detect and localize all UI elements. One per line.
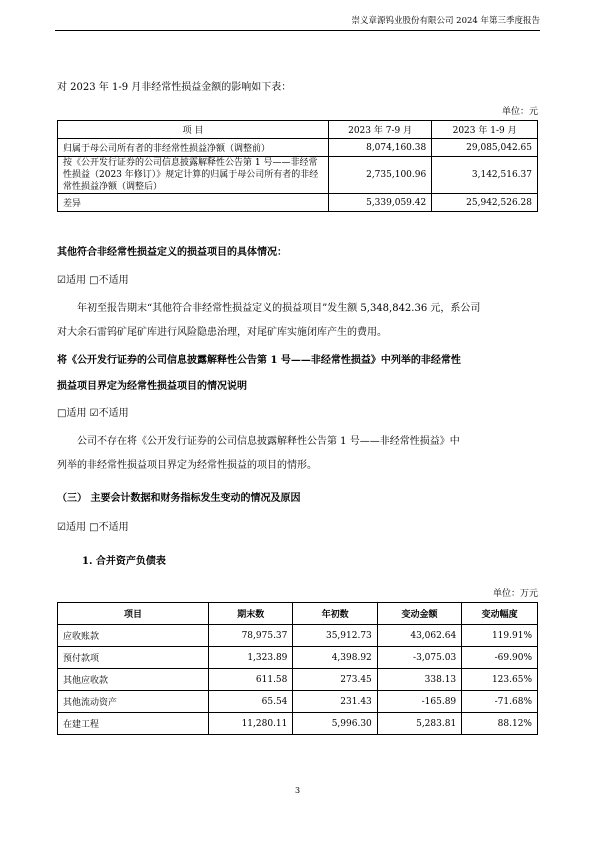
balance-sheet-title: 1. 合并资产负债表 — [82, 556, 166, 567]
row-change: -165.89 — [377, 691, 461, 713]
adjustment-table — [57, 120, 538, 212]
announce-applicable: □适用 ☑不适用 — [57, 408, 129, 419]
header-item: 项目 — [58, 603, 209, 625]
row-pct: 123.65% — [462, 669, 538, 691]
other-items-title: 其他符合非经常性损益定义的损益项目的具体情况： — [57, 247, 287, 258]
table-header-row — [58, 121, 538, 139]
table-header-row — [58, 603, 538, 625]
row-end: 78,975.37 — [209, 625, 293, 647]
row-pct: -69.90% — [462, 647, 538, 669]
row-label: 按《公开发行证券的公司信息披露解释性公告第 1 号——非经常性损益（2023 年修订）》规定计算的归属于母公司所有者的非经常性损益净额（调整后） — [58, 157, 329, 194]
page-number: 3 — [294, 786, 301, 795]
table-row — [58, 139, 538, 157]
row-ytd: 25,942,526.28 — [432, 194, 538, 212]
row-begin: 231.43 — [293, 691, 377, 713]
row-begin: 273.45 — [293, 669, 377, 691]
row-change: 5,283.81 — [377, 713, 461, 735]
unit-label-2: 单位：万元 — [492, 589, 538, 599]
header-begin: 年初数 — [293, 603, 377, 625]
header-change: 变动金额 — [377, 603, 461, 625]
table-row — [58, 157, 538, 194]
table-row — [58, 647, 538, 669]
section-three-applicable: ☑适用 □不适用 — [57, 522, 129, 533]
row-end: 611.58 — [209, 669, 293, 691]
table-row — [58, 691, 538, 713]
header-q3: 2023 年 7-9 月 — [329, 121, 432, 139]
row-q3: 8,074,160.38 — [329, 139, 432, 157]
row-label: 应收账款 — [58, 625, 209, 647]
announce-para-1: 公司不存在将《公开发行证券的公司信息披露解释性公告第 1 号——非经常性损益》中 — [77, 436, 460, 447]
other-items-applicable: ☑适用 □不适用 — [57, 275, 129, 286]
row-change: 338.13 — [377, 669, 461, 691]
row-ytd: 3,142,516.37 — [432, 157, 538, 194]
unit-label-1: 单位：元 — [501, 107, 538, 117]
header-ytd: 2023 年 1-9 月 — [432, 121, 538, 139]
row-label: 预付款项 — [58, 647, 209, 669]
row-label: 其他应收款 — [58, 669, 209, 691]
row-begin: 5,996.30 — [293, 713, 377, 735]
intro-text: 对 2023 年 1-9 月非经常性损益金额的影响如下表： — [57, 82, 292, 93]
row-end: 11,280.11 — [209, 713, 293, 735]
row-end: 1,323.89 — [209, 647, 293, 669]
other-items-para-1: 年初至报告期末“其他符合非经常性损益定义的损益项目”发生额 5,348,842.36 元，系公司 — [77, 303, 481, 314]
row-label: 差异 — [58, 194, 329, 212]
row-pct: -71.68% — [462, 691, 538, 713]
row-label: 其他流动资产 — [58, 691, 209, 713]
announce-para-2: 列举的非经常性损益项目界定为经常性损益的项目的情形。 — [57, 460, 317, 471]
header-divider — [55, 30, 540, 31]
table-row — [58, 669, 538, 691]
announce-title-1: 将《公开发行证券的公司信息披露解释性公告第 1 号——非经常性损益》中列举的非经常性 — [57, 355, 461, 366]
header-end: 期末数 — [209, 603, 293, 625]
row-label: 归属于母公司所有者的非经常性损益净额（调整前） — [58, 139, 329, 157]
row-end: 65.54 — [209, 691, 293, 713]
row-q3: 5,339,059.42 — [329, 194, 432, 212]
table-row — [58, 194, 538, 212]
other-items-para-2: 对大余石雷钨矿尾矿库进行风险隐患治理，对尾矿库实施闭库产生的费用。 — [57, 327, 387, 338]
row-label: 在建工程 — [58, 713, 209, 735]
table-row — [58, 625, 538, 647]
balance-sheet-table — [57, 602, 538, 735]
row-begin: 35,912.73 — [293, 625, 377, 647]
header-pct: 变动幅度 — [462, 603, 538, 625]
row-begin: 4,398.92 — [293, 647, 377, 669]
row-pct: 88.12% — [462, 713, 538, 735]
report-header-title: 崇义章源钨业股份有限公司 2024 年第三季度报告 — [351, 16, 540, 26]
header-item: 项 目 — [58, 121, 329, 139]
section-three-title: （三） 主要会计数据和财务指标发生变动的情况及原因 — [57, 493, 301, 504]
row-change: 43,062.64 — [377, 625, 461, 647]
announce-title-2: 损益项目界定为经常性损益项目的情况说明 — [57, 381, 247, 392]
row-q3: 2,735,100.96 — [329, 157, 432, 194]
row-pct: 119.91% — [462, 625, 538, 647]
row-change: -3,075.03 — [377, 647, 461, 669]
row-ytd: 29,085,042.65 — [432, 139, 538, 157]
table-row — [58, 713, 538, 735]
